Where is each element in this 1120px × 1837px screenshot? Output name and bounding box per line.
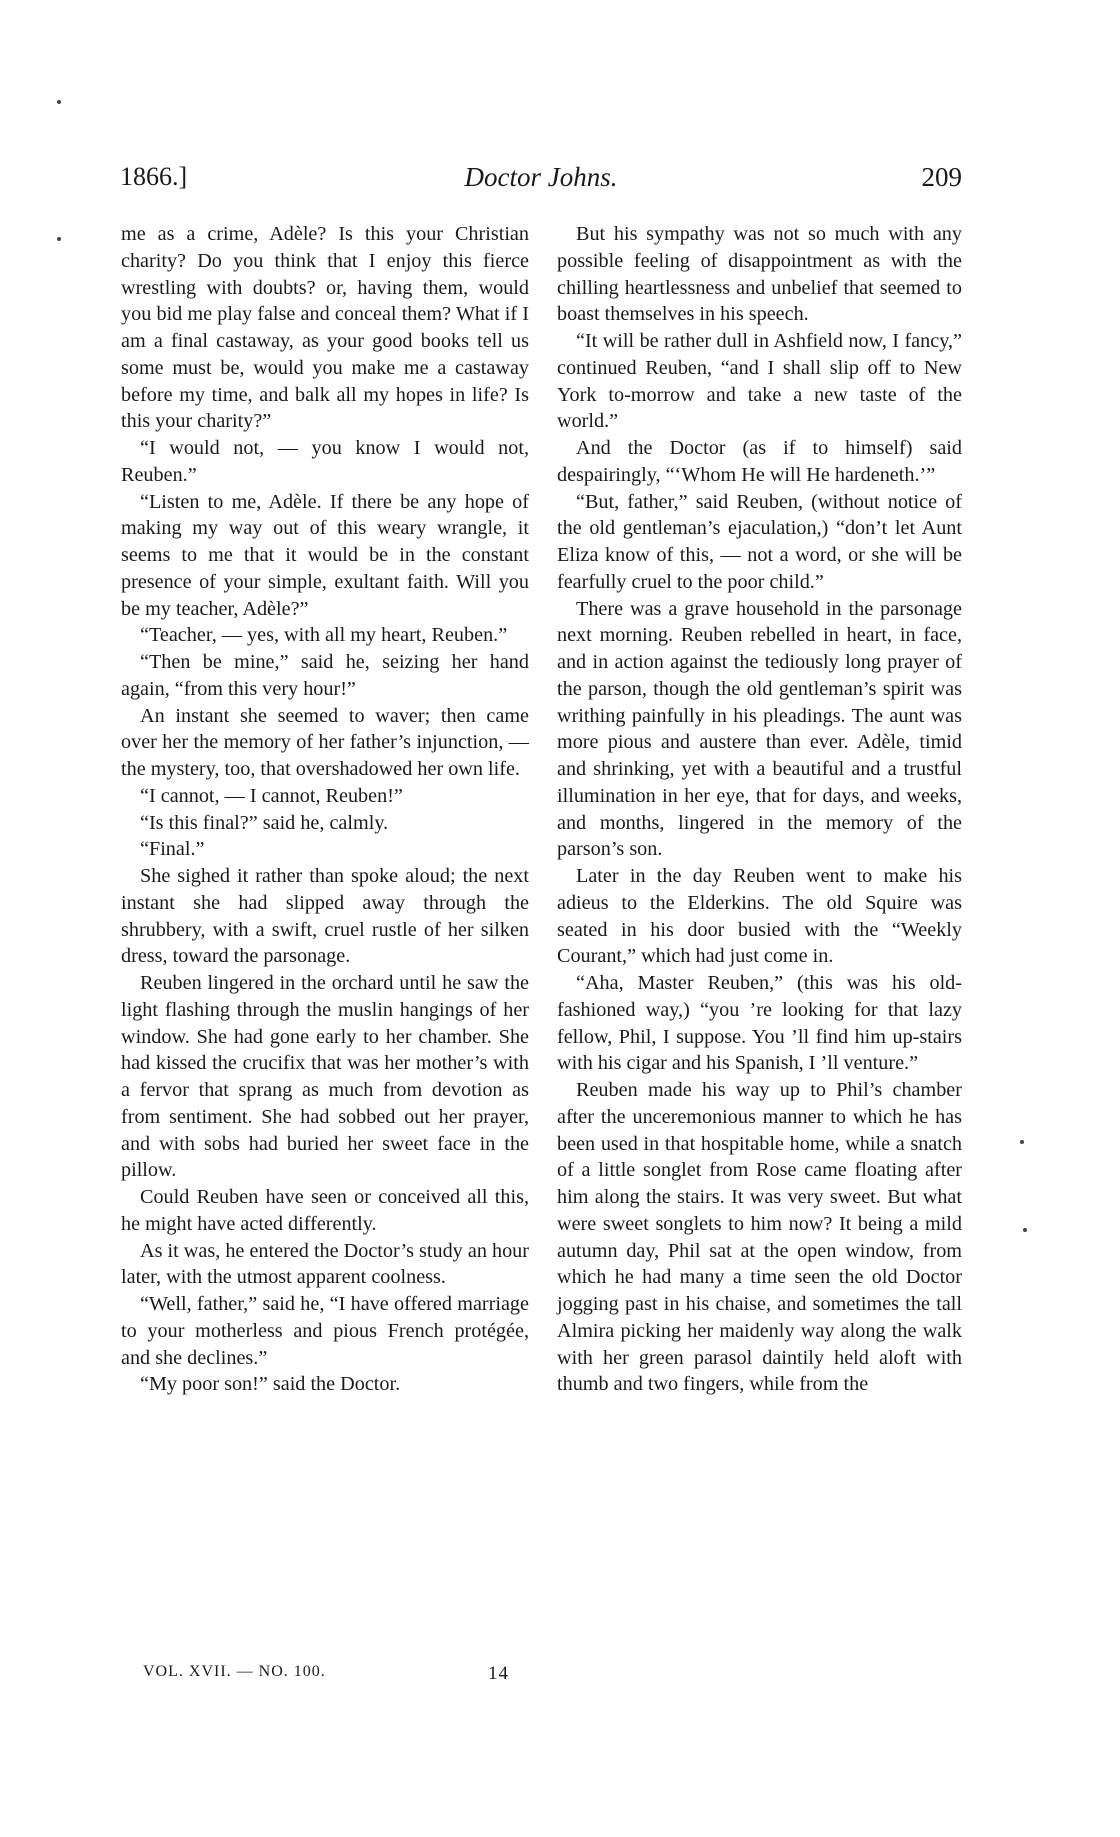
paragraph: “I cannot, — I cannot, Reuben!” bbox=[140, 784, 403, 807]
page-title: Doctor Johns. bbox=[464, 162, 618, 192]
paragraph: me as a crime, Adèle? Is this your Christian charity? Do you think that I enjoy this fierce wrestling with doubts? or, having them, would you bid me play false and conceal them? What if I am a final castaway, as your good books tell us some must be, would you make me a castaway before my time, and balk all my hopes in life? Is this your charity?” bbox=[121, 223, 529, 433]
paragraph: Could Reuben have seen or conceived all this, he might have acted differently. bbox=[121, 1186, 529, 1235]
print-speck bbox=[57, 237, 61, 241]
paragraph: She sighed it rather than spoke aloud; the next instant she had slipped away through the shrubbery, with a swift, cruel rustle of her silken dress, toward the parsonage. bbox=[121, 865, 529, 968]
paragraph: “Listen to me, Adèle. If there be any hope of making my way out of this weary wrangle, it seems to me that it would be in the constant presence of your simple, exultant faith. Will you be my teacher, Adèle?” bbox=[121, 490, 529, 620]
paragraph: “Well, father,” said he, “I have offered marriage to your motherless and pious French protégée, and she declines.” bbox=[121, 1293, 529, 1369]
paragraph: “Final.” bbox=[140, 838, 205, 861]
running-head bbox=[120, 162, 962, 202]
left-column bbox=[121, 221, 529, 1398]
volume-signature: VOL. XVII. — NO. 100. bbox=[143, 1663, 326, 1680]
paragraph: Reuben lingered in the orchard until he saw the light flashing through the muslin hangings of her window. She had gone early to her chamber. She had kissed the crucifix that was her mother’s with a fervor that sprang as much from devotion as from sentiment. She had sobbed out her prayer, and with sobs had buried her sweet face in the pillow. bbox=[121, 972, 529, 1182]
paragraph: “But, father,” said Reuben, (without notice of the old gentleman’s ejaculation,) “don’t let Aunt Eliza know of this, — not a word, or she will be fearfully cruel to the poor child.” bbox=[557, 490, 962, 593]
page-footer bbox=[143, 1663, 529, 1689]
page-number: 209 bbox=[921, 162, 962, 192]
paragraph: Reuben made his way up to Phil’s chamber after the unceremonious manner to which he has been used in that hospitable home, while a snatch of a little songlet from Rose came floating after him along the stairs. It was very sweet. But what were sweet songlets to him now? It being a mild autumn day, Phil sat at the open window, from which he had many a time seen the old Doctor jogging past in his chaise, and sometimes the tall Almira picking her maidenly way along the walk with her green parasol daintily held aloft with thumb and two fingers, while from the bbox=[557, 1079, 962, 1396]
signature-number: 14 bbox=[488, 1663, 509, 1684]
paragraph: “It will be rather dull in Ashfield now, I fancy,” continued Reuben, “and I shall slip off to New York to-morrow and take a new taste of the world.” bbox=[557, 330, 962, 433]
paragraph: But his sympathy was not so much with any possible feeling of disappointment as with the chilling heartlessness and unbelief that seemed to boast themselves in his speech. bbox=[557, 223, 962, 326]
paragraph: An instant she seemed to waver; then came over her the memory of her father’s injunction, — the mystery, too, that overshadowed her own life. bbox=[121, 704, 529, 780]
paragraph: Later in the day Reuben went to make his adieus to the Elderkins. The old Squire was seated in his door busied with the “Weekly Courant,” which had just come in. bbox=[557, 865, 962, 968]
print-speck bbox=[1020, 1140, 1024, 1144]
paragraph: “Is this final?” said he, calmly. bbox=[140, 811, 389, 834]
paragraph: “My poor son!” said the Doctor. bbox=[140, 1373, 401, 1396]
paragraph: As it was, he entered the Doctor’s study an hour later, with the utmost apparent coolness. bbox=[121, 1239, 529, 1289]
paragraph: “Then be mine,” said he, seizing her hand again, “from this very hour!” bbox=[121, 651, 529, 700]
paragraph: There was a grave household in the parsonage next morning. Reuben rebelled in heart, in face, and in action against the tediously long prayer of the parson, though the old gentleman’s spirit was writhing painfully in his pleadings. The aunt was more pious and austere than ever. Adèle, timid and shrinking, yet with a beautiful and a trustful illumination in her eye, that for days, and weeks, and months, lingered in the memory of the parson’s son. bbox=[557, 597, 962, 861]
print-speck bbox=[57, 100, 61, 104]
paragraph: And the Doctor (as if to himself) said despairingly, “‘Whom He will He hardeneth.’” bbox=[557, 437, 962, 486]
paragraph: “Teacher, — yes, with all my heart, Reuben.” bbox=[140, 624, 508, 647]
print-speck bbox=[1023, 1228, 1027, 1232]
right-column bbox=[557, 221, 962, 1398]
paragraph: “I would not, — you know I would not, Reuben.” bbox=[121, 437, 529, 486]
paragraph: “Aha, Master Reuben,” (this was his old-fashioned way,) “you ’re looking for that lazy fellow, Phil, I suppose. You ’ll find him up-stairs with his cigar and his Spanish, I ’ll venture.” bbox=[557, 972, 962, 1075]
header-date: 1866.] bbox=[120, 162, 188, 191]
